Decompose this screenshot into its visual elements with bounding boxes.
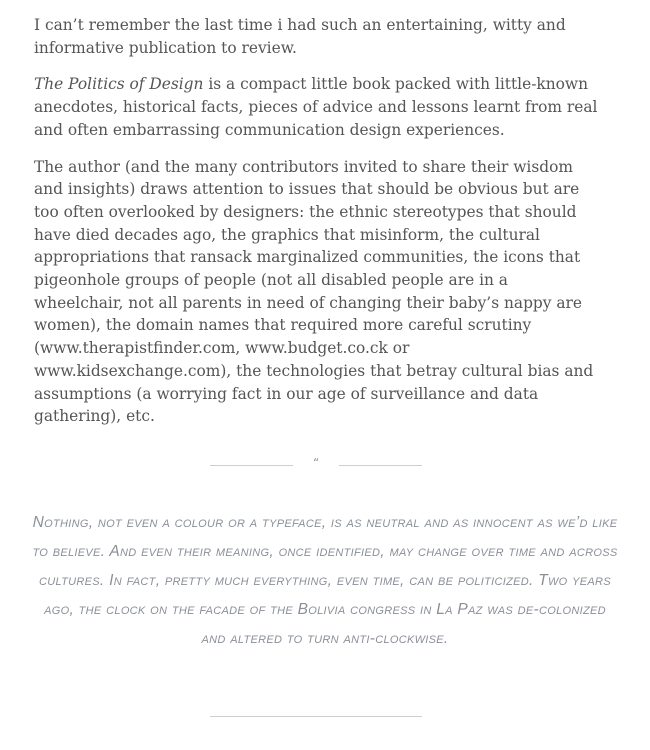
bottom-divider: [210, 716, 422, 717]
book-description-paragraph: [34, 73, 602, 141]
intro-paragraph: I can’t remember the last time i had such an entertaining, witty and informative publication to review.: [34, 16, 566, 57]
divider-line-right: [339, 465, 422, 466]
pull-quote: Nothing, not even a colour or a typeface, is as neutral and as innocent as we’d like to believe. And even their meaning, once identified, may change over time and across cultures. In fact, pretty much everything, even time, can be politicized. Two years ago, the clock on the facade of the Bolivia congress in La Paz was de-colonized and altered to turn anti-clockwise.: [32, 514, 618, 647]
issues-paragraph: The author (and the many contributors invited to share their wisdom and insights) draws attention to issues that should be obvious but are too often overlooked by designers: the ethnic stereotypes that should have died decades ago, the graphics that misinform, the cultural appropriations that ransack marginalized communities, the icons that pigeonhole groups of people (not all disabled people are in a wheelchair, not all parents in need of changing their baby’s nappy are women), the domain names that required more careful scrutiny (www.therapistfinder.com, www.budget.co.ck or www.kidsexchange.com), the technologies that betray cultural bias and assumptions (a worrying fact in our age of surveillance and data gathering), etc.: [34, 157, 594, 426]
book-title: The Politics of Design: [34, 75, 204, 94]
article-body: [34, 14, 602, 442]
book-description-text: is a compact little book packed with little-known anecdotes, historical facts, pieces of advice and lessons learnt from real and often embarrassing communication design experiences.: [34, 75, 598, 139]
quote-mark-icon: “: [312, 456, 320, 470]
quote-divider: [210, 457, 422, 473]
